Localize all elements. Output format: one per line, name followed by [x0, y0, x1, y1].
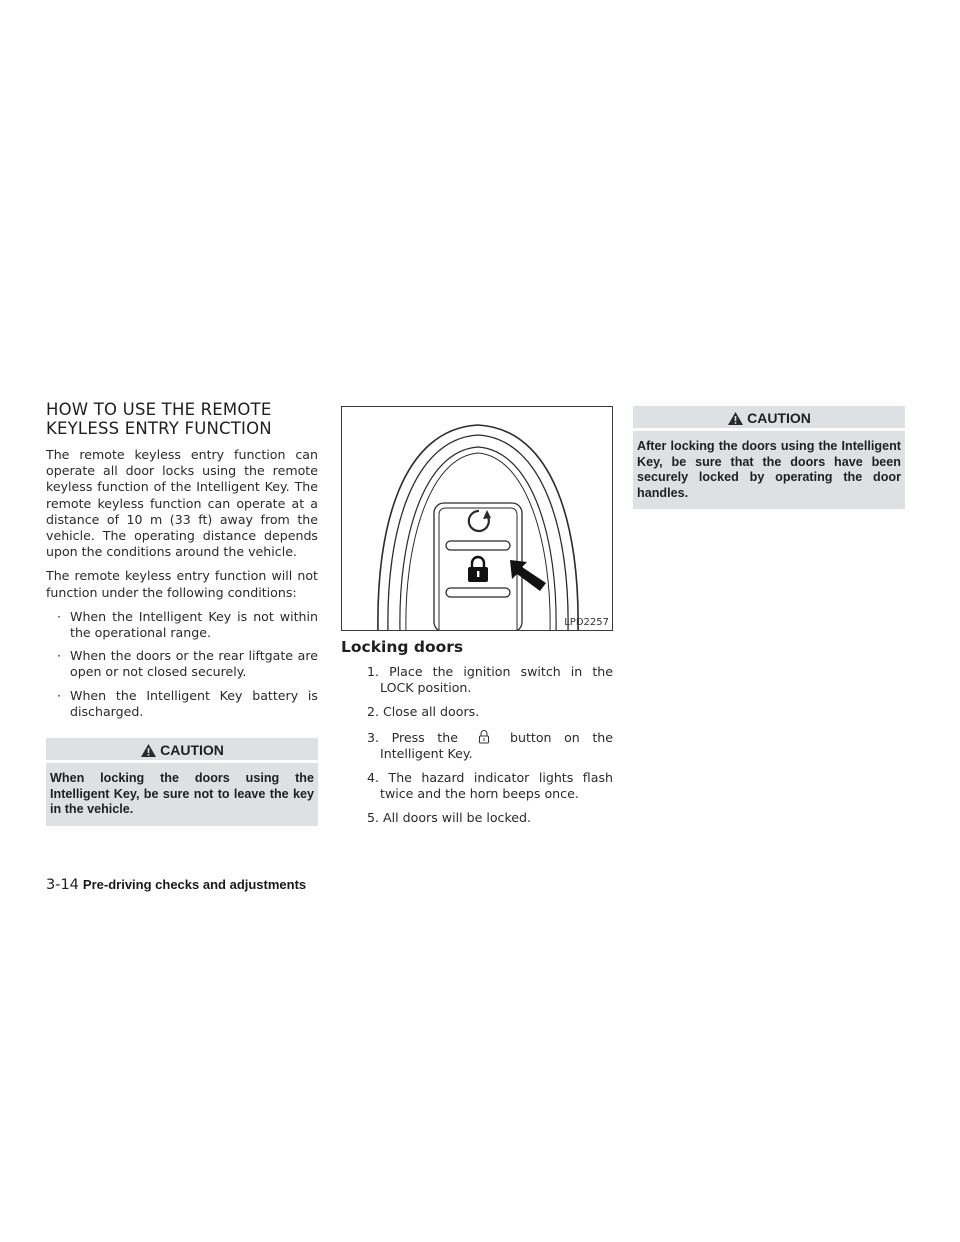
warning-icon: [727, 411, 744, 426]
intro-paragraph: The remote keyless entry function can operate all door locks using the remote keyless function of the Intelligent Key. The remote keyless function can operate at a distance of 10 m (33 ft) away from the vehicle. The operating distance depends upon the conditions around the vehicle.: [46, 447, 318, 560]
list-item: 4. The hazard indicator lights flash twice and the horn beeps once.: [367, 770, 613, 802]
caution-heading: [633, 406, 905, 431]
list-item: · When the Intelligent Key is not within the operational range.: [46, 609, 318, 641]
list-item: 2. Close all doors.: [367, 704, 480, 720]
page-number: 3-14: [46, 877, 79, 893]
key-figure: [341, 406, 613, 631]
caution-text: When locking the doors using the Intelligent Key, be sure not to leave the key in the vehicle.: [50, 771, 314, 817]
step3-prefix: 3. Press the: [367, 729, 458, 745]
list-item: · When the Intelligent Key battery is discharged.: [46, 688, 318, 720]
column-left: [46, 400, 318, 826]
caution-heading: [46, 738, 318, 763]
caution-box: [46, 738, 318, 826]
step3-suffix: button on the Intelligent Key.: [380, 729, 613, 761]
locking-steps: [341, 664, 613, 827]
section-title-line1: HOW TO USE THE REMOTE: [46, 400, 272, 419]
caution-heading-text: CAUTION: [160, 742, 224, 759]
conditions-paragraph: The remote keyless entry function will not function under the following conditions:: [46, 568, 318, 600]
lock-button-icon: [458, 729, 510, 743]
intelligent-key-illustration: [342, 407, 613, 631]
section-title-line2: KEYLESS ENTRY FUNCTION: [46, 419, 272, 438]
caution-heading-text: CAUTION: [747, 410, 811, 426]
list-item: 5. All doors will be locked.: [367, 810, 532, 826]
arrow-icon: [510, 560, 546, 591]
caution-box: [633, 406, 905, 509]
warning-icon: [140, 743, 157, 758]
figure-label: LPD2257: [564, 617, 609, 628]
locking-doors-heading: Locking doors: [341, 638, 464, 656]
remote-start-icon: [469, 510, 491, 531]
lock-icon: [468, 557, 488, 582]
page-footer: [46, 877, 306, 893]
list-item: 1. Place the ignition switch in the LOCK position.: [367, 664, 613, 696]
conditions-list: [46, 609, 318, 720]
list-item: [341, 729, 613, 762]
column-right: [633, 398, 905, 509]
chapter-title: Pre-driving checks and adjustments: [82, 877, 307, 892]
section-title: [46, 400, 318, 438]
column-middle: [341, 406, 613, 835]
list-item: · When the doors or the rear liftgate are open or not closed securely.: [46, 648, 318, 680]
caution-text: After locking the doors using the Intelligent Key, be sure that the doors have been securely locked by operating the door handles.: [637, 439, 901, 500]
